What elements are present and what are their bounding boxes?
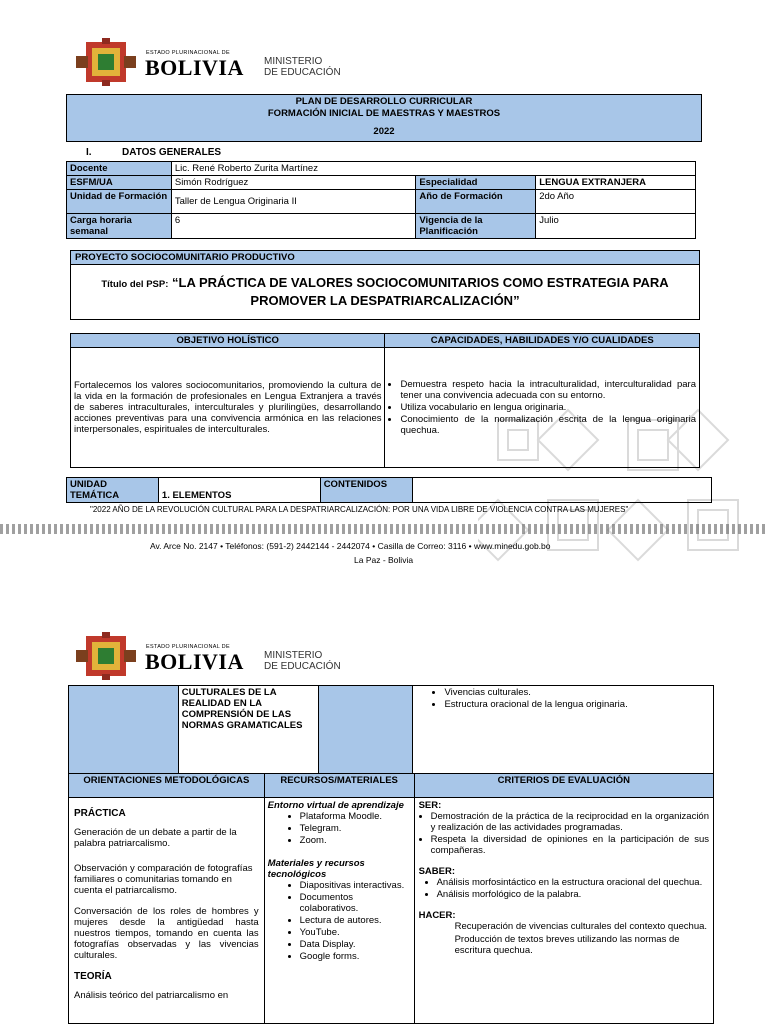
ministry-logo xyxy=(72,630,362,682)
footer-quote: "2022 AÑO DE LA REVOLUCIÓN CULTURAL PARA LA DESPATRIARCALIZACIÓN: POR UNA VIDA LIBRE DE VIOLENCIA CONTRA LAS MUJERES" xyxy=(90,505,629,514)
anio-value: 2do Año xyxy=(536,190,696,214)
practica-item: Conversación de los roles de hombres y mujeres desde la antigüedad hasta nuestros tiempos, tomando en cuenta las fotografías observadas y las vivencias culturales. xyxy=(74,906,259,961)
plan-subtitle: FORMACIÓN INICIAL DE MAESTRAS Y MAESTROS xyxy=(267,108,501,119)
hacer-item: Producción de textos breves utilizando las normas de escritura quechua. xyxy=(454,934,680,956)
materiales-heading: Materiales y recursos tecnológicos xyxy=(267,858,365,880)
psp-heading: PROYECTO SOCIOCOMUNITARIO PRODUCTIVO xyxy=(71,251,699,265)
ser-item: • Respeta la diversidad de opiniones en la participación de sus compañeras. xyxy=(431,834,709,856)
practica-item: Observación y comparación de fotografías familiares o comunitarias tomando en cuenta el patriarcalismo. xyxy=(74,863,253,896)
material-item: • Documentos colaborativos. xyxy=(300,892,411,914)
contenidos-label: CONTENIDOS xyxy=(320,478,412,503)
esfm-value: Simón Rodríguez xyxy=(171,176,415,190)
capacidad-item: • Demuestra respeto hacia la intraculturalidad, interculturalidad para tener una convivencia adecuada con su entorno. xyxy=(400,379,696,401)
section-number: I. xyxy=(86,147,92,158)
footer-divider xyxy=(0,524,768,534)
objetivo-heading: OBJETIVO HOLÍSTICO xyxy=(71,334,385,348)
contents-list xyxy=(413,686,714,774)
teoria-heading: TEORÍA xyxy=(74,971,112,982)
criterios-heading: CRITERIOS DE EVALUACIÓN xyxy=(414,774,713,798)
ministry-name xyxy=(264,56,341,78)
hacer-heading: HACER: xyxy=(418,910,456,921)
especialidad-value: LENGUA EXTRANJERA xyxy=(536,176,696,190)
saber-heading: SABER: xyxy=(418,866,456,877)
psp-box xyxy=(70,250,700,320)
country-name: BOLIVIA xyxy=(145,55,244,80)
coat-of-arms-icon xyxy=(72,632,140,680)
ser-item: • Demostración de la práctica de la reciprocidad en la organización y realización de las actividades programadas. xyxy=(431,811,709,833)
ministry-line-1: MINISTERIO xyxy=(264,650,323,661)
unidad-tematica-table xyxy=(66,477,712,503)
unidad-continuation-text: CULTURALES DE LA REALIDAD EN LA COMPRENSIÓN DE LAS NORMAS GRAMATICALES xyxy=(178,686,318,774)
docente-label: Docente xyxy=(67,162,172,176)
coat-of-arms-icon xyxy=(72,38,140,86)
objective-table xyxy=(70,333,700,468)
anio-label: Año de Formación xyxy=(416,190,536,214)
entorno-item: • Plataforma Moodle. xyxy=(300,811,411,822)
entorno-item: • Telegram. xyxy=(300,823,411,834)
recursos-cell xyxy=(264,798,414,1024)
vigencia-label: Vigencia de la Planificación xyxy=(416,214,536,239)
unidad-label: Unidad de Formación xyxy=(67,190,172,214)
content-item: • Vivencias culturales. xyxy=(444,687,710,698)
objetivo-text: Fortalecemos los valores sociocomunitarios, promoviendo la cultura de la vida en la formación de profesionales en Lengua Extranjera a través de saberes intraculturales, interculturales y plurilingües, desarrollando acciones preventivas para una convivencia armónica en las relaciones interpersonales, espirituales de interculturales. xyxy=(71,348,385,468)
saber-item: • Análisis morfosintáctico en la estructura oracional del quechua. xyxy=(437,877,709,888)
unidad-tematica-label: UNIDAD TEMÁTICA xyxy=(67,478,159,503)
orientaciones-cell xyxy=(69,798,265,1024)
teoria-item: Análisis teórico del patriarcalismo en xyxy=(74,990,229,1001)
entorno-heading: Entorno virtual de aprendizaje xyxy=(267,800,404,811)
ministry-line-2: DE EDUCACIÓN xyxy=(264,661,341,672)
practica-heading: PRÁCTICA xyxy=(74,808,126,819)
contents-continuation-table xyxy=(68,685,714,774)
docente-value: Lic. René Roberto Zurita Martínez xyxy=(171,162,695,176)
footer-address: Av. Arce No. 2147 • Teléfonos: (591-2) 2442144 - 2442074 • Casilla de Correo: 3116 • www.minedu.gob.bo xyxy=(150,541,551,551)
content-item: • Estructura oracional de la lengua originaria. xyxy=(444,699,710,710)
vigencia-value: Julio xyxy=(536,214,696,239)
ministry-name xyxy=(264,650,341,672)
saber-item: • Análisis morfológico de la palabra. xyxy=(437,889,709,900)
unidad-tematica-value: 1. ELEMENTOS xyxy=(158,478,320,503)
carga-value: 6 xyxy=(171,214,415,239)
general-data-table xyxy=(66,161,696,239)
criterios-cell xyxy=(414,798,713,1024)
plan-title: PLAN DE DESARROLLO CURRICULAR xyxy=(295,96,473,107)
contenidos-value xyxy=(412,478,711,503)
ministry-line-1: MINISTERIO xyxy=(264,56,323,67)
material-item: • Data Display. xyxy=(300,939,411,950)
footer-city: La Paz - Bolivia xyxy=(354,555,414,565)
psp-label: Título del PSP: xyxy=(101,279,169,290)
esfm-label: ESFM/UA xyxy=(67,176,172,190)
recursos-heading: RECURSOS/MATERIALES xyxy=(264,774,414,798)
unidad-value: Taller de Lengua Originaria II xyxy=(171,190,415,214)
especialidad-label: Especialidad xyxy=(416,176,536,190)
hacer-item: Recuperación de vivencias culturales del contexto quechua. xyxy=(454,921,708,932)
section-heading-datos xyxy=(86,147,221,158)
entorno-item: • Zoom. xyxy=(300,835,411,846)
capacidades-list xyxy=(385,348,700,468)
orientaciones-heading: ORIENTACIONES METODOLÓGICAS xyxy=(69,774,265,798)
plan-year: 2022 xyxy=(373,126,395,137)
unidad-continuation-cell xyxy=(69,686,179,774)
ministry-logo xyxy=(72,36,362,88)
psp-title xyxy=(71,275,699,309)
country-name: BOLIVIA xyxy=(145,649,244,674)
material-item: • Google forms. xyxy=(300,951,411,962)
practica-item: Generación de un debate a partir de la palabra patriarcalismo. xyxy=(74,827,237,849)
capacidad-item: • Utiliza vocabulario en lengua originaria. xyxy=(400,402,696,413)
material-item: • Diapositivas interactivas. xyxy=(300,880,411,891)
ser-heading: SER: xyxy=(418,800,442,811)
ministry-line-2: DE EDUCACIÓN xyxy=(264,67,341,78)
estado-label: ESTADO PLURINACIONAL DE xyxy=(146,644,230,650)
psp-title-text: “LA PRÁCTICA DE VALORES SOCIOCOMUNITARIOS COMO ESTRATEGIA PARA PROMOVER LA DESPATRIARCALIZACIÓN” xyxy=(172,275,669,308)
section-title: DATOS GENERALES xyxy=(122,147,222,158)
capacidades-heading: CAPACIDADES, HABILIDADES Y/O CUALIDADES xyxy=(385,334,700,348)
document-page-2 xyxy=(0,608,768,1024)
material-item: • Lectura de autores. xyxy=(300,915,411,926)
estado-label: ESTADO PLURINACIONAL DE xyxy=(146,50,230,56)
page-gap xyxy=(0,590,768,608)
contenidos-continuation-cell xyxy=(318,686,413,774)
material-item: • YouTube. xyxy=(300,927,411,938)
plan-title-box xyxy=(66,94,702,142)
methodology-table xyxy=(68,773,714,1024)
carga-label: Carga horaria semanal xyxy=(67,214,172,239)
capacidad-item: • Conocimiento de la normalización escrita de la lengua originaria quechua. xyxy=(400,414,696,436)
